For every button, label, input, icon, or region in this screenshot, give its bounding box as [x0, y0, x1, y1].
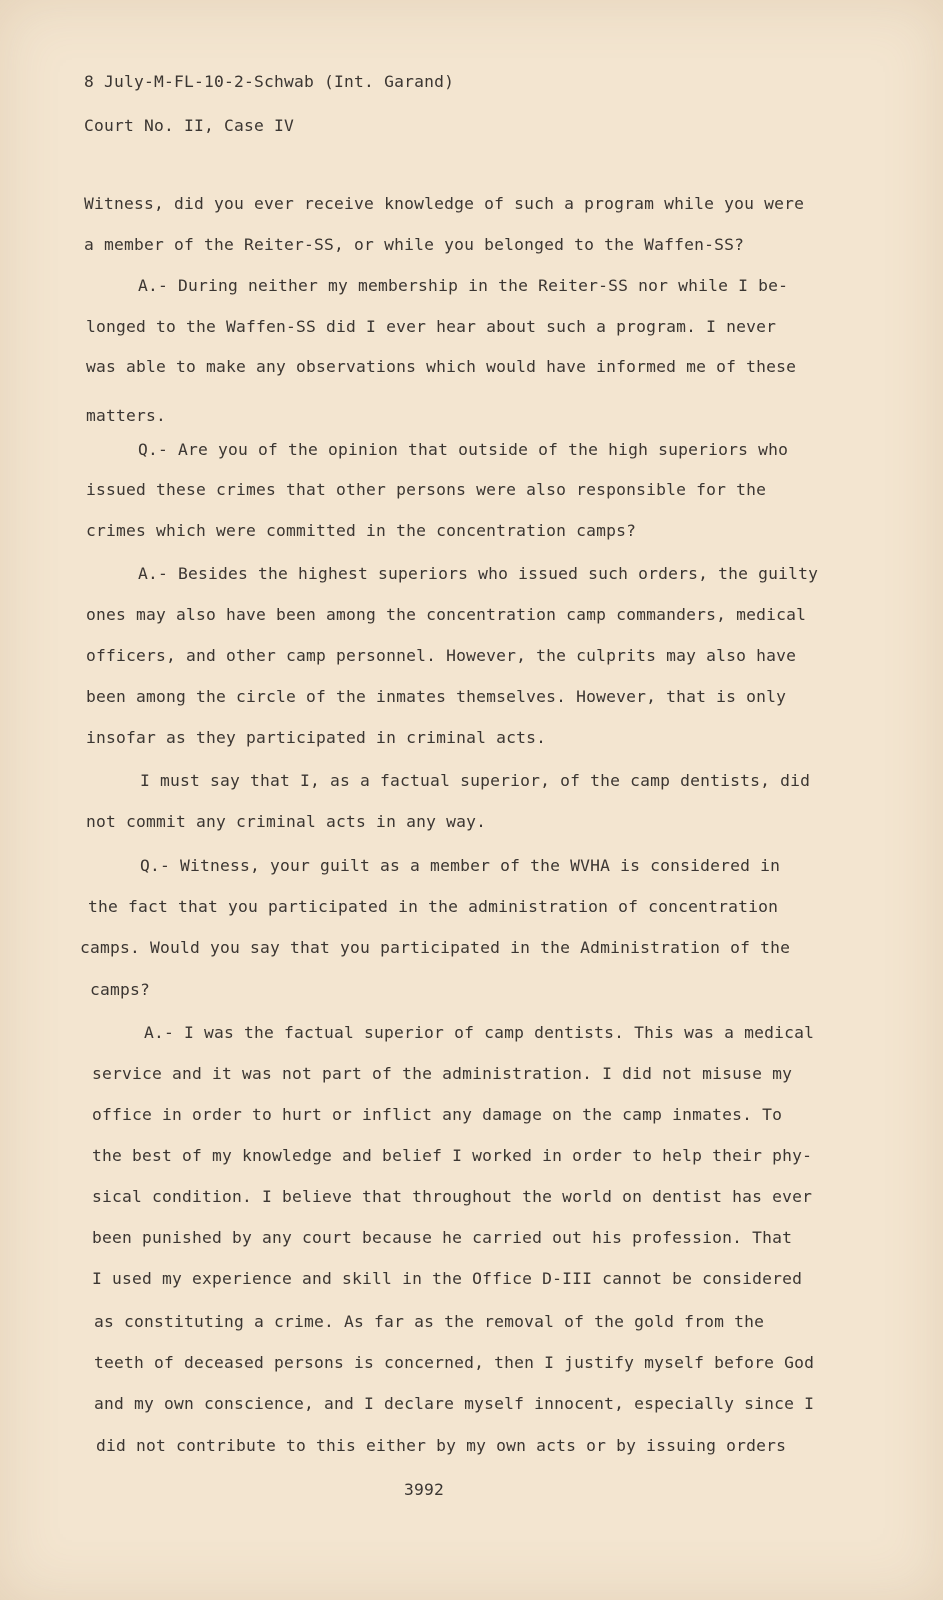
body-line: not commit any criminal acts in any way.	[86, 812, 487, 831]
body-line: camps?	[90, 980, 151, 999]
body-line: A.- During neither my membership in the Reiter-SS nor while I be-	[138, 276, 789, 295]
body-line: was able to make any observations which would have informed me of these	[86, 357, 797, 376]
body-line: longed to the Waffen-SS did I ever hear about such a program. I never	[86, 317, 777, 336]
page-number: 3992	[404, 1480, 445, 1500]
body-line: Q.- Witness, your guilt as a member of the WVHA is considered in	[140, 856, 781, 875]
body-line: I must say that I, as a factual superior, of the camp dentists, did	[140, 771, 811, 790]
body-line: the best of my knowledge and belief I worked in order to help their phy-	[92, 1146, 813, 1165]
body-line: A.- I was the factual superior of camp dentists. This was a medical	[144, 1023, 815, 1042]
body-line: did not contribute to this either by my own acts or by issuing orders	[96, 1436, 787, 1455]
body-line: issued these crimes that other persons were also responsible for the	[86, 480, 767, 499]
body-line: I used my experience and skill in the Office D-III cannot be considered	[92, 1269, 803, 1288]
body-line: A.- Besides the highest superiors who issued such orders, the guilty	[138, 564, 819, 583]
header-court-line: Court No. II, Case IV	[84, 116, 295, 135]
header-reference-line: 8 July-M-FL-10-2-Schwab (Int. Garand)	[84, 72, 455, 91]
body-line: Witness, did you ever receive knowledge of such a program while you were	[84, 194, 805, 213]
body-line: Q.- Are you of the opinion that outside of the high superiors who	[138, 440, 789, 459]
body-line: ones may also have been among the concentration camp commanders, medical	[86, 605, 807, 624]
body-line: sical condition. I believe that throughout the world on dentist has ever	[92, 1187, 813, 1206]
body-line: office in order to hurt or inflict any damage on the camp inmates. To	[92, 1105, 783, 1124]
body-line: the fact that you participated in the administration of concentration	[88, 897, 779, 916]
body-line: been punished by any court because he carried out his profession. That	[92, 1228, 793, 1247]
body-line: a member of the Reiter-SS, or while you belonged to the Waffen-SS?	[84, 235, 745, 254]
body-line: officers, and other camp personnel. However, the culprits may also have	[86, 646, 797, 665]
body-line: service and it was not part of the administration. I did not misuse my	[92, 1064, 793, 1083]
body-line: matters.	[86, 406, 167, 425]
body-line: as constituting a crime. As far as the removal of the gold from the	[94, 1312, 765, 1331]
body-line: teeth of deceased persons is concerned, then I justify myself before God	[94, 1353, 815, 1372]
body-line: insofar as they participated in criminal acts.	[86, 728, 547, 747]
body-line: and my own conscience, and I declare myself innocent, especially since I	[94, 1394, 815, 1413]
body-line: crimes which were committed in the concentration camps?	[86, 521, 637, 540]
body-line: camps. Would you say that you participated in the Administration of the	[80, 938, 791, 957]
body-line: been among the circle of the inmates themselves. However, that is only	[86, 687, 787, 706]
